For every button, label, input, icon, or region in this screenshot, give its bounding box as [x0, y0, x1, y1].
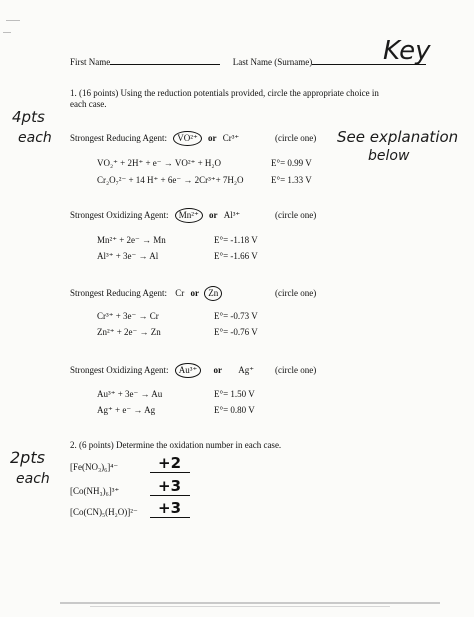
- part2-option-a-circled[interactable]: Mn²⁺: [175, 208, 203, 223]
- key-underline: [372, 64, 426, 65]
- part4-potential2: E°= 0.80 V: [214, 405, 255, 415]
- part4-option-a-circled[interactable]: Au³⁺: [175, 363, 201, 378]
- part4-option-b[interactable]: Ag⁺: [238, 365, 254, 375]
- q2-formula-1: [Fe(NO₃)₆]⁴⁻: [70, 462, 119, 472]
- part3-potential1: E°= -0.73 V: [214, 311, 258, 321]
- part4-row: [70, 365, 254, 376]
- last-name-field[interactable]: [312, 56, 374, 65]
- part2-label: Strongest Oxidizing Agent:: [70, 210, 169, 220]
- scan-speck: [90, 606, 390, 607]
- part1-hint: (circle one): [275, 133, 317, 143]
- scan-speck: [6, 20, 20, 21]
- part4-reaction2: Ag⁺ + e⁻ → Ag: [97, 405, 156, 415]
- part1-potential1: E°= 0.99 V: [271, 158, 312, 168]
- part1-reaction1: VO₂⁺ + 2H⁺ + e⁻ → VO²⁺ + H₂O: [97, 158, 222, 168]
- part2-option-b[interactable]: Al³⁺: [223, 210, 241, 220]
- part4-or: or: [213, 365, 222, 375]
- q2-prompt: 2. (6 points) Determine the oxidation number in each case.: [70, 440, 282, 450]
- part4-reaction1: Au³⁺ + 3e⁻ → Au: [97, 389, 163, 399]
- part4-hint: (circle one): [275, 365, 317, 375]
- q2-formula-3: [Co(CN)₅(H₂O)]²⁻: [70, 507, 138, 517]
- part4-potential1: E°= 1.50 V: [214, 389, 255, 399]
- part3-reaction2: Zn²⁺ + 2e⁻ → Zn: [97, 327, 161, 337]
- part2-row: [70, 210, 240, 221]
- q2-answer-line-3: [150, 517, 190, 518]
- q2-answer-2[interactable]: +3: [158, 477, 182, 495]
- q1-prompt-line2: each case.: [70, 99, 107, 109]
- part1-potential2: E°= 1.33 V: [271, 175, 312, 185]
- part3-or: or: [190, 288, 199, 298]
- q2-answer-line-2: [150, 495, 190, 496]
- first-name-label: First Name: [70, 57, 111, 67]
- part1-reaction2: Cr₂O₇²⁻ + 14 H⁺ + 6e⁻ → 2Cr³⁺+ 7H₂O: [97, 175, 244, 185]
- part1-option-b[interactable]: Cr³⁺: [222, 133, 240, 143]
- part3-option-b-circled[interactable]: Zn: [204, 286, 222, 301]
- q2-answer-line-1: [150, 472, 190, 473]
- q1-margin-note-each: each: [18, 130, 52, 146]
- see-explanation-below: below: [368, 148, 410, 164]
- first-name-field[interactable]: [110, 56, 220, 65]
- key-mark: Key: [383, 36, 431, 66]
- q2-margin-note-each: each: [16, 471, 50, 487]
- part2-potential2: E°= -1.66 V: [214, 251, 258, 261]
- part1-row: [70, 133, 239, 144]
- part1-option-a-circled[interactable]: VO²⁺: [173, 131, 201, 146]
- part3-potential2: E°= -0.76 V: [214, 327, 258, 337]
- part2-potential1: E°= -1.18 V: [214, 235, 258, 245]
- q1-prompt-line1: 1. (16 points) Using the reduction potentials provided, circle the appropriate choice in: [70, 88, 379, 98]
- name-line: [70, 56, 374, 68]
- q2-formula-2: [Co(NH₃)₆]³⁺: [70, 486, 120, 496]
- scan-speck: [60, 602, 440, 604]
- part2-or: or: [208, 210, 218, 220]
- part3-row: [70, 288, 222, 299]
- part4-label: Strongest Oxidizing Agent:: [70, 365, 169, 375]
- part1-label: Strongest Reducing Agent:: [70, 133, 167, 143]
- part3-option-a[interactable]: Cr: [175, 288, 185, 298]
- part3-hint: (circle one): [275, 288, 317, 298]
- part3-label: Strongest Reducing Agent:: [70, 288, 167, 298]
- part2-reaction2: Al³⁺ + 3e⁻ → Al: [97, 251, 159, 261]
- q2-margin-note-pts: 2pts: [10, 448, 45, 467]
- part3-reaction1: Cr³⁺ + 3e⁻ → Cr: [97, 311, 159, 321]
- part2-hint: (circle one): [275, 210, 317, 220]
- part1-or: or: [207, 133, 217, 143]
- see-explanation-note: See explanation: [337, 128, 459, 146]
- q2-answer-3[interactable]: +3: [158, 499, 182, 517]
- q1-margin-note-pts: 4pts: [12, 108, 45, 126]
- part2-reaction1: Mn²⁺ + 2e⁻ → Mn: [97, 235, 166, 245]
- scan-speck: [3, 32, 11, 33]
- q2-answer-1[interactable]: +2: [158, 454, 182, 472]
- last-name-label: Last Name (Surname): [232, 57, 313, 67]
